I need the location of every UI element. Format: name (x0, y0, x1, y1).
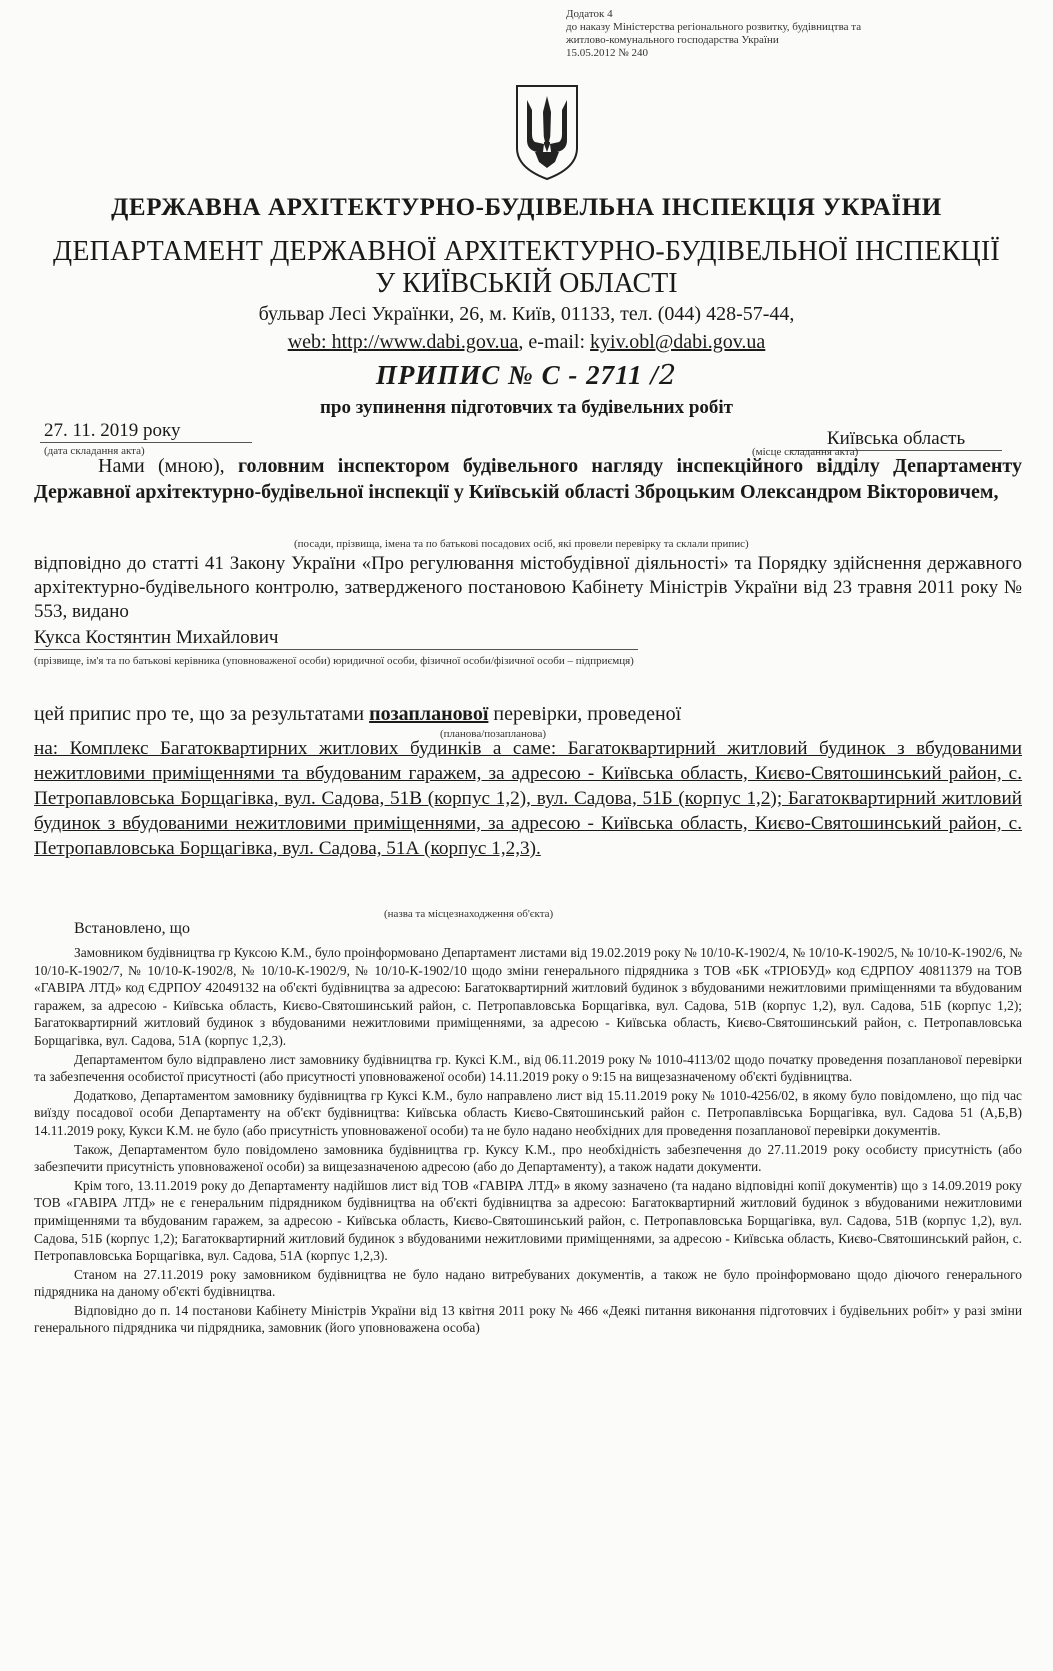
order-title (0, 360, 1053, 391)
annex-note (566, 8, 861, 60)
basis-paragraph: відповідно до статті 41 Закону України «Про регулювання містобудівної діяльності» та Порядку здійснення державного архітектурно-будівельного контролю, затвердженого постановою Кабінету Міністрів України від 23 травня 2011 року № 553, видано (34, 553, 1022, 622)
email-link[interactable]: kyiv.obl@dabi.gov.ua (590, 331, 766, 353)
findings-body (34, 944, 1022, 1337)
findings-paragraph: Департаментом було відправлено лист замовнику будівництва гр. Куксі К.М., від 06.11.2019 року № 1010-4113/02 щодо початку проведення позапланової перевірки та забезпечення особистої присутності (або присутності уповноваженої особи) 14.11.2019 року о 9:15 на вищезазначеному об'єкті будівництва. (34, 1051, 1022, 1085)
trident-emblem-icon (513, 82, 581, 182)
annex-line: до наказу Міністерства регіонального розвитку, будівництва та (566, 21, 862, 33)
inspection-type: позапланової (369, 703, 489, 725)
inspector-intro: Нами (мною), (98, 455, 238, 477)
department-title: ДЕПАРТАМЕНТ ДЕРЖАВНОЇ АРХІТЕКТУРНО-БУДІВЕЛЬНОЇ ІНСПЕКЦІЇ (53, 236, 1000, 267)
email-label: , e-mail: (518, 331, 591, 353)
annex-line: житлово-комунального господарства України (566, 34, 779, 46)
findings-paragraph: Станом на 27.11.2019 року замовником будівництва не було надано витребуваних документів, а також не було проінформовано щодо діючого генерального підрядника на даному об'єкті будівництва. (34, 1266, 1022, 1300)
act-place-caption: (місце складання акта) (752, 446, 859, 458)
recipient-caption: (прізвище, ім'я та по батькові керівника (уповноваженої особи) юридичної особи, фізичної особи/фізичної особи – підприємця) (34, 655, 634, 667)
findings-paragraph: Крім того, 13.11.2019 року до Департаменту надійшов лист від ТОВ «ГАВІРА ЛТД» в якому зазначено (та надано відповідні копії документів) що з 14.09.2019 року ТОВ «ГАВІРА ЛТД» не є генеральним підрядником будівництва на об'єкті будівництва за адресою: Багатоквартирний житловий будинок з вбудованими нежитловими приміщеннями та вбудованим гаражем, за адресою - Київська область, Києво-Святошинський район, с. Петропавловська Борщагівка, вул. Садова, 51В (корпус 1,2), вул. Садова, 51Б (корпус 1,2); Багатоквартирний житловий будинок з вбудованими нежитловими приміщеннями, за адресою - Київська область, Києво-Святошинський район, с. Петропавловська Борщагівка, вул. Садова, 51А (корпус 1,2,3). (34, 1177, 1022, 1264)
findings-paragraph: Також, Департаментом було повідомлено замовника будівництва гр. Куксу К.М., про необхідність забезпечення до 27.11.2019 року особисту присутність (або забезпечити присутність уповноваженої особи) за вищезазначеною адресою (або до Департаменту), а також надати документи. (34, 1141, 1022, 1175)
findings-paragraph: Відповідно до п. 14 постанови Кабінету Міністрів України від 13 квітня 2011 року № 466 «Деякі питання виконання підготовчих і будівельних робіт» у разі зміни генерального підрядника чи підрядника, замовник (його уповноважена особа) (34, 1302, 1022, 1336)
inspector-text: головним інспектором будівельного нагляду інспекційного відділу Департаменту Державної архітектурно-будівельної інспекції у Київській області Зброцьким Олександром Вікторовичем, (34, 455, 1022, 503)
web-label: web: (287, 331, 332, 353)
act-date: 27. 11. 2019 року (40, 420, 252, 443)
order-number: ПРИПИС № С - 2711 / (375, 360, 659, 390)
contacts-line (0, 331, 1053, 354)
inspection-object: на: Комплекс Багатоквартирних житлових будинків а саме: Багатоквартирний житловий будинок з вбудованими нежитловими приміщеннями та вбудованим гаражем, за адресою - Київська область, Києво-Святошинський район, с. Петропавловська Борщагівка, вул. Садова, 51В (корпус 1,2), вул. Садова, 51Б (корпус 1,2); Багатоквартирний житловий будинок з вбудованими нежитловими приміщеннями, за адресою - Київська область, Києво-Святошинський район, с. Петропавловська Борщагівка, вул. Садова, 51А (корпус 1,2,3). (34, 738, 1022, 859)
order-handwritten-suffix: 2 (658, 360, 678, 391)
inspector-caption: (посади, прізвища, імена та по батькові посадових осіб, які провели перевірку та склали припис) (294, 538, 749, 550)
findings-heading: Встановлено, що (74, 920, 190, 937)
order-subject: про зупинення підготовчих та будівельних робіт (319, 397, 733, 418)
inspection-line (34, 703, 681, 726)
inspection-suffix: перевірки, проведеної (488, 703, 682, 725)
inspection-prefix: цей припис про те, що за результатами (34, 703, 370, 725)
department-address: бульвар Лесі Українки, 26, м. Київ, 01133, тел. (044) 428-57-44, (258, 303, 795, 325)
web-link[interactable]: http://www.dabi.gov.ua (331, 331, 519, 353)
inspection-object-caption: (назва та місцезнаходження об'єкта) (384, 908, 554, 920)
inspection-type-caption: (планова/позапланова) (440, 728, 547, 740)
recipient-name: Кукса Костянтин Михайлович (34, 627, 638, 650)
act-date-caption: (дата складання акта) (44, 445, 145, 457)
findings-paragraph: Замовником будівництва гр Куксою К.М., було проінформовано Департамент листами від 19.02.2019 року № 10/10-К-1902/4, № 10/10-К-1902/5, № 10/10-К-1902/6, № 10/10-К-1902/7, № 10/10-К-1902/8, № 10/10-К-1902/9, № 10/10-К-1902/10 щодо зміни генерального підрядника з ТОВ «БК «ТРІОБУД» код ЄДРПОУ 40811379 на ТОВ «ГАВІРА ЛТД» код ЄДРПОУ 42049132 на об'єкті будівництва за адресою: Багатоквартирний житловий будинок з вбудованими нежитловими приміщеннями та вбудованим гаражем, за адресою - Київська область, Києво-Святошинський район, с. Петропавловська Борщагівка, вул. Садова, 51В (корпус 1,2), вул. Садова, 51Б (корпус 1,2); Багатоквартирний житловий будинок з вбудованими нежитловими приміщеннями, за адресою - Київська область, Києво-Святошинський район, с. Петропавловська Борщагівка, вул. Садова, 51А (корпус 1,2,3). (34, 945, 1022, 1048)
department-region: У КИЇВСЬКІЙ ОБЛАСТІ (375, 268, 678, 299)
annex-line: 15.05.2012 № 240 (566, 47, 648, 59)
inspector-paragraph (34, 453, 1022, 505)
annex-line: Додаток 4 (566, 8, 613, 20)
agency-title: ДЕРЖАВНА АРХІТЕКТУРНО-БУДІВЕЛЬНА ІНСПЕКЦІЯ УКРАЇНИ (111, 194, 942, 221)
act-place: Київська область (790, 428, 1002, 451)
findings-paragraph: Додатково, Департаментом замовнику будівництва гр Куксі К.М., було направлено лист від 15.11.2019 року № 1010-4256/02, в якому було повідомлено, що під час виїзду посадової особи Департаменту на об'єкт будівництва: Київська область Києво-Святошинський район с. Петропавлівська Борщагівка, вул. Садова 51 (А,Б,В) 14.11.2019 року, Кукси К.М. не було (або присутність уповноваженої особи) та не було надано необхідних для проведення позапланової перевірки документів. (34, 1087, 1022, 1138)
